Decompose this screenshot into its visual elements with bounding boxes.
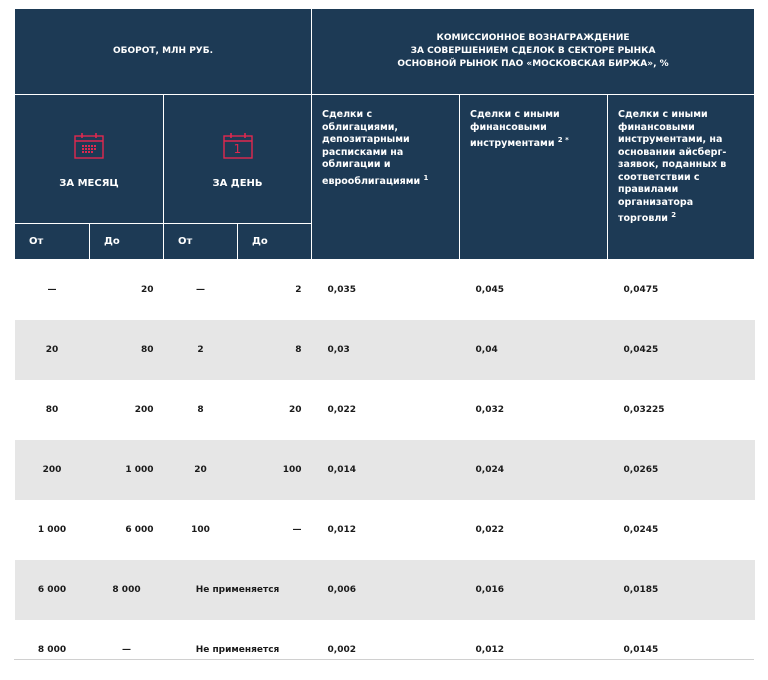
other-rate-cell: 0,022 xyxy=(475,525,504,535)
iceberg-rate-cell: 0,0245 xyxy=(623,525,659,535)
day-to-cell: 100 xyxy=(238,440,312,500)
month-from-cell: 20 xyxy=(15,320,90,380)
bonds-rate-cell: 0,006 xyxy=(312,560,460,620)
month-to-header: До xyxy=(90,224,164,260)
day-from-cell: 100 xyxy=(191,525,210,535)
month-from-cell: — xyxy=(47,285,57,295)
day-from-header: От xyxy=(164,224,238,260)
table-row xyxy=(15,260,755,321)
month-label: ЗА МЕСЯЦ xyxy=(59,178,119,189)
bonds-rate-cell: 0,03 xyxy=(312,320,460,380)
month-to-cell: 8 000 xyxy=(90,560,164,620)
col-iceberg-header xyxy=(608,95,755,260)
other-rate-cell: 0,04 xyxy=(460,320,608,380)
table-row xyxy=(15,380,755,440)
day-to-cell: 2 xyxy=(295,285,302,295)
month-to-cell: 200 xyxy=(134,405,154,415)
col-bonds-footnote: 1 xyxy=(423,173,429,182)
day-from-cell: — xyxy=(196,285,205,295)
commission-table xyxy=(14,8,755,680)
month-from-cell: 200 xyxy=(15,440,90,500)
iceberg-rate-cell: 0,0425 xyxy=(608,320,755,380)
month-to-cell: 20 xyxy=(140,285,154,295)
table-row xyxy=(15,320,755,380)
iceberg-rate-cell: 0,03225 xyxy=(623,405,665,415)
commission-header xyxy=(312,9,755,95)
month-from-header: От xyxy=(15,224,90,260)
other-rate-cell: 0,012 xyxy=(475,645,504,655)
table-row xyxy=(15,560,755,620)
iceberg-rate-cell: 0,0185 xyxy=(608,560,755,620)
month-to-cell: 80 xyxy=(90,320,164,380)
bonds-rate-cell: 0,002 xyxy=(327,645,356,655)
day-from-cell: 20 xyxy=(164,440,238,500)
other-rate-cell: 0,024 xyxy=(460,440,608,500)
day-not-applicable-cell: Не применяется xyxy=(164,560,312,620)
day-from-cell: 8 xyxy=(197,405,204,415)
bonds-rate-cell: 0,014 xyxy=(312,440,460,500)
day-to-cell: — xyxy=(292,525,302,535)
col-bonds-header xyxy=(312,95,460,260)
day-header xyxy=(164,95,312,224)
commission-table-wrapper xyxy=(14,8,754,680)
turnover-header: ОБОРОТ, МЛН РУБ. xyxy=(15,9,312,95)
day-to-cell: 20 xyxy=(288,405,302,415)
iceberg-rate-cell: 0,0265 xyxy=(608,440,755,500)
month-header xyxy=(15,95,164,224)
month-to-cell: 6 000 xyxy=(125,525,154,535)
month-from-cell: 80 xyxy=(45,405,59,415)
month-to-cell: 1 000 xyxy=(90,440,164,500)
table-row xyxy=(15,440,755,500)
other-rate-cell: 0,045 xyxy=(475,285,504,295)
col-iceberg-footnote: 2 xyxy=(671,211,677,219)
calendar-day-icon xyxy=(223,133,253,159)
day-to-cell: 8 xyxy=(238,320,312,380)
day-to-header: До xyxy=(238,224,312,260)
month-to-cell: — xyxy=(122,645,131,655)
bonds-rate-cell: 0,022 xyxy=(327,405,356,415)
day-label: ЗА ДЕНЬ xyxy=(212,178,263,189)
bonds-rate-cell: 0,012 xyxy=(327,525,356,535)
col-other-label: Сделки с иными финансовыми инструментами xyxy=(470,109,560,150)
col-iceberg-label: Сделки с иными финансовыми инструментами, на основании айсберг-заявок, поданных в соответствии с правилами организатора торговли xyxy=(618,109,727,225)
table-bottom-divider xyxy=(14,659,754,660)
day-not-applicable-cell: Не применяется xyxy=(195,645,280,655)
table-row xyxy=(15,620,755,680)
month-from-cell: 8 000 xyxy=(37,645,67,655)
table-row xyxy=(15,500,755,560)
month-from-cell: 1 000 xyxy=(37,525,67,535)
month-from-cell: 6 000 xyxy=(15,560,90,620)
col-other-header xyxy=(460,95,608,260)
iceberg-rate-cell: 0,0145 xyxy=(623,645,659,655)
calendar-day-number: 1 xyxy=(233,142,242,156)
col-bonds-label: Сделки с облигациями, депозитарными расписками на облигации и еврооблигациями xyxy=(322,109,421,187)
iceberg-rate-cell: 0,0475 xyxy=(623,285,659,295)
commission-header-line-1: КОМИССИОННОЕ ВОЗНАГРАЖДЕНИЕ xyxy=(436,33,630,43)
calendar-month-icon xyxy=(74,133,104,159)
commission-header-line-2: ЗА СОВЕРШЕНИЕМ СДЕЛОК В СЕКТОРЕ РЫНКА xyxy=(410,46,656,56)
day-from-cell: 2 xyxy=(164,320,238,380)
commission-header-line-3: ОСНОВНОЙ РЫНОК ПАО «МОСКОВСКАЯ БИРЖА», % xyxy=(397,59,669,69)
col-other-footnote: 2 * xyxy=(557,136,569,144)
other-rate-cell: 0,032 xyxy=(475,405,504,415)
other-rate-cell: 0,016 xyxy=(460,560,608,620)
bonds-rate-cell: 0,035 xyxy=(327,285,356,295)
